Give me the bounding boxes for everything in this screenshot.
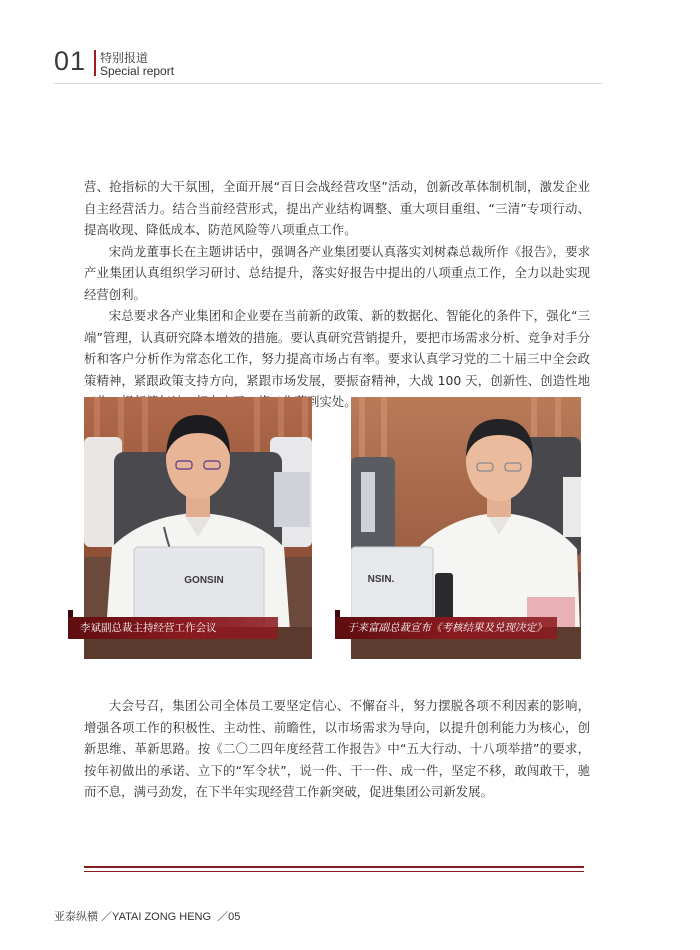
article-body-top: [84, 176, 590, 413]
photo-caption-left: 李斌副总裁主持经营工作会议: [68, 617, 278, 639]
photo-caption-right: 于来富副总裁宣布《考核结果及兑现决定》: [335, 617, 557, 639]
article-body-bottom: [84, 695, 590, 803]
section-number: 01: [54, 46, 87, 76]
section-title-cn: 特别报道: [100, 51, 149, 65]
caption-marker: [68, 610, 73, 617]
paragraph: 宋总要求各产业集团和企业要在当前新的政策、新的数据化、智能化的条件下，强化“三端”管理，认真研究降本增效的措施。要认真研究营销提升，要把市场需求分析、竞争对手分析和客户分析作为常态化工作，努力提高市场占有率。要求认真学习党的二十届三中全会政策精神，紧跟政策支持方向，紧跟市场发展，要振奋精神，大战 100 天，创新性、创造性地 到实处。: [84, 308, 590, 409]
paragraph: 大会号召，集团公司全体员工要坚定信心、不懈奋斗，努力摆脱各项不利因素的影响，增强各项工作的积极性、主动性、前瞻性，以市场需求为导向，以提升创利能力为核心，创新思维、革新思路。按《二〇二四年度经营工作报告》中“五大行动、十八项举措”的要求，按年初做出的承诺、立下的“军令状”，说一件、干一件、成一件，坚定不移，敢闯敢干，驰而不息，满弓劲发，在下半年实现经营工作新突破，促进集团公司新发展。: [84, 698, 590, 799]
page-header: [54, 44, 602, 84]
section-title-en: Special report: [100, 64, 175, 78]
laptop-brand-label: GONSIN: [184, 575, 224, 586]
paragraph: 营、抢指标的大干氛围，全面开展“百日会战经营攻坚”活动，创新改革体制机制，激发企业自主经营活力。结合当前经营形式，提出产业结构调整、重大项目重组、“三清”专项行动、提高收现、降低成本、防范风险等八项重点工作。: [84, 179, 590, 237]
header-rule: [54, 83, 602, 84]
header-divider-bar: [94, 50, 96, 76]
footer-rule: [84, 866, 584, 868]
page-footer: 亚泰纵横 ／YATAI ZONG HENG ／05: [54, 911, 241, 923]
laptop-brand-label: NSIN.: [367, 574, 395, 585]
paragraph: 宋尚龙董事长在主题讲话中，强调各产业集团要认真落实刘树森总裁所作《报告》，要求产业集团认真组织学习研讨、总结提升，落实好报告中提出的八项重点工作，全力以赴实现经营创利。: [84, 243, 590, 302]
caption-marker: [335, 610, 340, 617]
footer-rule: [84, 871, 584, 872]
